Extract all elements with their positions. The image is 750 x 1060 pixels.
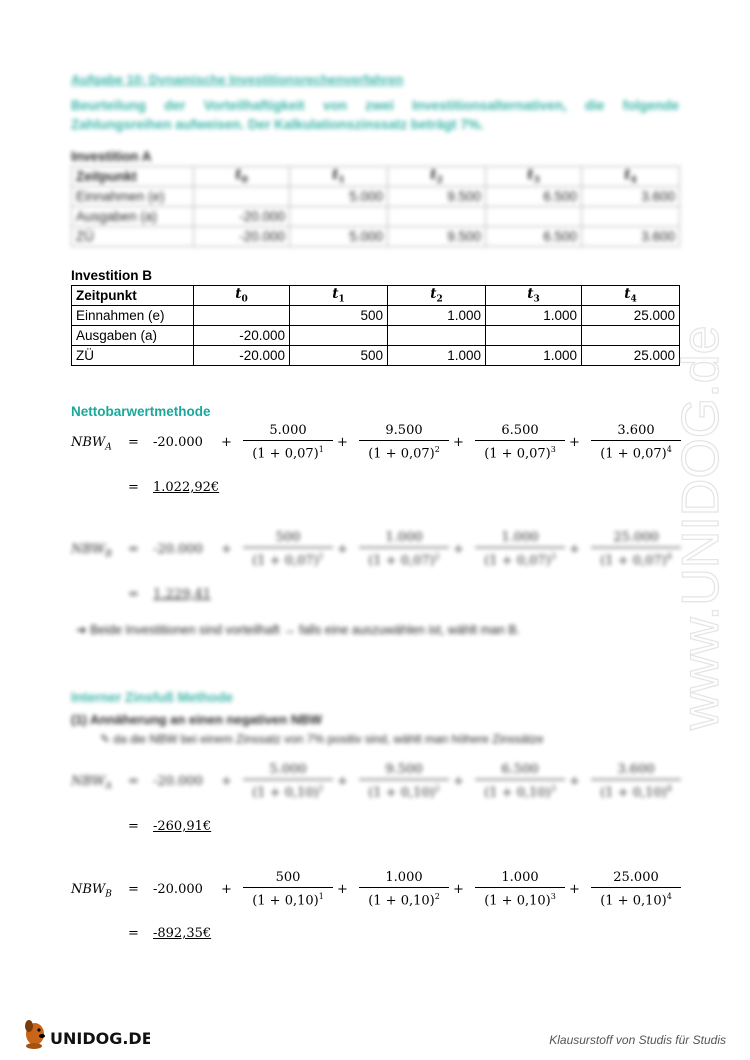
table-cell	[388, 207, 486, 227]
table-header-row	[72, 286, 680, 306]
discount-fraction	[475, 870, 565, 910]
fraction-denominator: $(1 + 0,10)^3$	[484, 784, 556, 801]
table-row	[72, 326, 680, 346]
fraction-numerator: 9.500	[359, 423, 449, 441]
irr-step-1: (1) Annäherung an einen negativen NBW	[71, 712, 322, 727]
footer-logo	[20, 1016, 150, 1055]
irr-note	[100, 732, 544, 746]
fraction-denominator: $(1 + 0,10)^4$	[600, 892, 672, 909]
discount-fraction	[359, 762, 449, 802]
table-cell: 6.500	[486, 227, 582, 247]
table-row-label: Ausgaben (a)	[72, 326, 194, 346]
fraction-denominator: $(1 + 0,07)^1$	[252, 445, 324, 462]
npv-conclusion	[76, 622, 520, 637]
table-cell: 9.500	[388, 187, 486, 207]
fraction-numerator: 5.000	[243, 423, 333, 441]
initial-investment: -20.000	[153, 882, 203, 897]
table-header-period: $t_2$	[388, 286, 486, 306]
table-cell: 25.000	[582, 346, 680, 366]
plus-sign: +	[221, 435, 232, 450]
table-row	[72, 346, 680, 366]
equals-sign: =	[128, 435, 139, 450]
fraction-denominator: $(1 + 0,10)^3$	[484, 892, 556, 909]
irr-result-b: = -892,35€	[128, 926, 212, 941]
table-row-label: Einnahmen (e)	[72, 306, 194, 326]
equation-lhs: $NBW_B$	[71, 882, 112, 900]
irr-note-text: da die NBW bei einem Zinssatz von 7% positiv sind, wählt man höhere Zinssätze	[113, 732, 544, 746]
table-row	[72, 187, 680, 207]
table-header-period: $t_4$	[582, 167, 680, 187]
table-row-label: ZÜ	[72, 346, 194, 366]
discount-fraction	[359, 423, 449, 463]
plus-sign: +	[337, 882, 348, 897]
fraction-numerator: 6.500	[475, 423, 565, 441]
discount-fraction	[243, 870, 333, 910]
fraction-numerator: 3.600	[591, 762, 681, 780]
table-row	[72, 306, 680, 326]
fraction-numerator: 1.000	[475, 530, 565, 548]
table-cell: 3.600	[582, 187, 680, 207]
plus-sign: +	[453, 542, 464, 557]
investition-b-title: Investition B	[71, 268, 153, 283]
table-cell	[388, 326, 486, 346]
footer-text: Klausurstoff von Studis für Studis	[549, 1033, 726, 1047]
equals-sign: =	[128, 774, 139, 789]
table-cell: -20.000	[194, 346, 290, 366]
equation-lhs: $NBW_A$	[71, 774, 112, 792]
table-cell: 1.000	[486, 346, 582, 366]
discount-fraction	[359, 530, 449, 570]
npv-result-b-value: 1.229,41	[153, 587, 211, 602]
npv-result-b: = 1.229,41	[128, 587, 211, 602]
fraction-numerator: 3.600	[591, 423, 681, 441]
fraction-denominator: $(1 + 0,07)^1$	[252, 552, 324, 569]
fraction-numerator: 1.000	[359, 530, 449, 548]
table-cell: 5.000	[290, 227, 388, 247]
table-cell	[194, 187, 290, 207]
table-cell: 1.000	[388, 346, 486, 366]
table-header-label: Zeitpunkt	[72, 286, 194, 306]
fraction-numerator: 6.500	[475, 762, 565, 780]
fraction-numerator: 25.000	[591, 530, 681, 548]
table-cell	[194, 306, 290, 326]
plus-sign: +	[337, 542, 348, 557]
discount-fraction	[475, 530, 565, 570]
table-row-label: ZÜ	[72, 227, 194, 247]
table-cell: 1.000	[486, 306, 582, 326]
equals-sign: =	[128, 882, 139, 897]
table-header-row	[72, 167, 680, 187]
fraction-denominator: $(1 + 0,07)^3$	[484, 445, 556, 462]
pencil-icon: ✎	[100, 732, 114, 746]
task-title: Aufgabe 10: Dynamische Investitionsrechenverfahren	[71, 72, 404, 87]
discount-fraction	[475, 762, 565, 802]
npv-heading: Nettobarwertmethode	[71, 404, 211, 419]
table-cell: 3.600	[582, 227, 680, 247]
plus-sign: +	[453, 882, 464, 897]
table-cell: -20.000	[194, 227, 290, 247]
fraction-numerator: 500	[243, 530, 333, 548]
plus-sign: +	[569, 435, 580, 450]
fraction-numerator: 25.000	[591, 870, 681, 888]
fraction-denominator: $(1 + 0,07)^2$	[368, 552, 440, 569]
fraction-denominator: $(1 + 0,07)^4$	[600, 552, 672, 569]
plus-sign: +	[569, 542, 580, 557]
irr-heading: Interner Zinsfuß Methode	[71, 690, 233, 705]
equation-lhs: $NBW_B$	[71, 542, 112, 560]
table-cell: -20.000	[194, 326, 290, 346]
fraction-denominator: $(1 + 0,10)^1$	[252, 892, 324, 909]
table-header-period: $t_3$	[486, 286, 582, 306]
fraction-numerator: 5.000	[243, 762, 333, 780]
npv-conclusion-text: Beide Investitionen sind vorteilhaft → falls eine auszuwählen ist, wählt man B.	[89, 623, 521, 637]
npv-result-a-value: 1.022,92€	[153, 480, 220, 495]
arrow-icon: ➔	[76, 623, 90, 637]
fraction-denominator: $(1 + 0,10)^4$	[600, 784, 672, 801]
fraction-denominator: $(1 + 0,10)^2$	[368, 784, 440, 801]
investition-b-table	[71, 285, 680, 366]
table-cell: 500	[290, 346, 388, 366]
discount-fraction	[591, 762, 681, 802]
plus-sign: +	[569, 882, 580, 897]
npv-result-a: = 1.022,92€	[128, 480, 220, 495]
fraction-numerator: 500	[243, 870, 333, 888]
initial-investment: -20.000	[153, 435, 203, 450]
irr-result-a-value: -260,91€	[153, 819, 212, 834]
irr-result-b-value: -892,35€	[153, 926, 212, 941]
table-cell: -20.000	[194, 207, 290, 227]
equation-lhs: $NBW_A$	[71, 435, 112, 453]
table-cell: 1.000	[388, 306, 486, 326]
watermark	[640, 265, 750, 735]
table-header-period: $t_3$	[486, 167, 582, 187]
initial-investment: -20.000	[153, 542, 203, 557]
table-row	[72, 207, 680, 227]
table-row-label: Einnahmen (e)	[72, 187, 194, 207]
table-row	[72, 227, 680, 247]
irr-equation-a	[71, 762, 691, 802]
plus-sign: +	[569, 774, 580, 789]
plus-sign: +	[453, 435, 464, 450]
table-header-period: $t_1$	[290, 167, 388, 187]
table-cell: 25.000	[582, 306, 680, 326]
fraction-denominator: $(1 + 0,07)^2$	[368, 445, 440, 462]
discount-fraction	[359, 870, 449, 910]
plus-sign: +	[221, 542, 232, 557]
table-header-label: Zeitpunkt	[72, 167, 194, 187]
plus-sign: +	[453, 774, 464, 789]
discount-fraction	[591, 870, 681, 910]
fraction-denominator: $(1 + 0,07)^3$	[484, 552, 556, 569]
fraction-denominator: $(1 + 0,10)^1$	[252, 784, 324, 801]
discount-fraction	[243, 762, 333, 802]
table-header-period: $t_4$	[582, 286, 680, 306]
plus-sign: +	[337, 774, 348, 789]
discount-fraction	[475, 423, 565, 463]
fraction-numerator: 1.000	[475, 870, 565, 888]
table-header-period: $t_0$	[194, 167, 290, 187]
dog-logo-icon	[20, 1016, 150, 1050]
initial-investment: -20.000	[153, 774, 203, 789]
table-cell	[290, 207, 388, 227]
discount-fraction	[243, 423, 333, 463]
table-cell: 9.500	[388, 227, 486, 247]
fraction-denominator: $(1 + 0,10)^2$	[368, 892, 440, 909]
table-cell	[290, 326, 388, 346]
footer-logo-text: UNIDOG.DE	[50, 1029, 150, 1048]
table-cell	[582, 207, 680, 227]
table-row-label: Ausgaben (a)	[72, 207, 194, 227]
table-cell: 6.500	[486, 187, 582, 207]
watermark-text: www.UNIDOG.de	[672, 325, 730, 730]
table-header-period: $t_2$	[388, 167, 486, 187]
fraction-denominator: $(1 + 0,07)^4$	[600, 445, 672, 462]
fraction-numerator: 1.000	[359, 870, 449, 888]
plus-sign: +	[221, 882, 232, 897]
irr-result-a: = -260,91€	[128, 819, 212, 834]
irr-equation-b	[71, 870, 691, 910]
table-cell	[486, 207, 582, 227]
plus-sign: +	[221, 774, 232, 789]
investition-a-title: Investition A	[71, 149, 152, 164]
table-cell	[486, 326, 582, 346]
task-text: Beurteilung der Vorteilhaftigkeit von zwei Investitionsalternativen, die folgende Zahlungsreihen aufweisen. Der Kalkulationszinssatz beträgt 7%.	[71, 98, 679, 132]
plus-sign: +	[337, 435, 348, 450]
table-cell: 5.000	[290, 187, 388, 207]
equals-sign: =	[128, 542, 139, 557]
fraction-numerator: 9.500	[359, 762, 449, 780]
table-cell: 500	[290, 306, 388, 326]
npv-equation-a	[71, 423, 691, 463]
discount-fraction	[243, 530, 333, 570]
npv-equation-b	[71, 530, 691, 570]
investition-a-table	[71, 166, 680, 247]
table-header-period: $t_1$	[290, 286, 388, 306]
table-header-period: $t_0$	[194, 286, 290, 306]
